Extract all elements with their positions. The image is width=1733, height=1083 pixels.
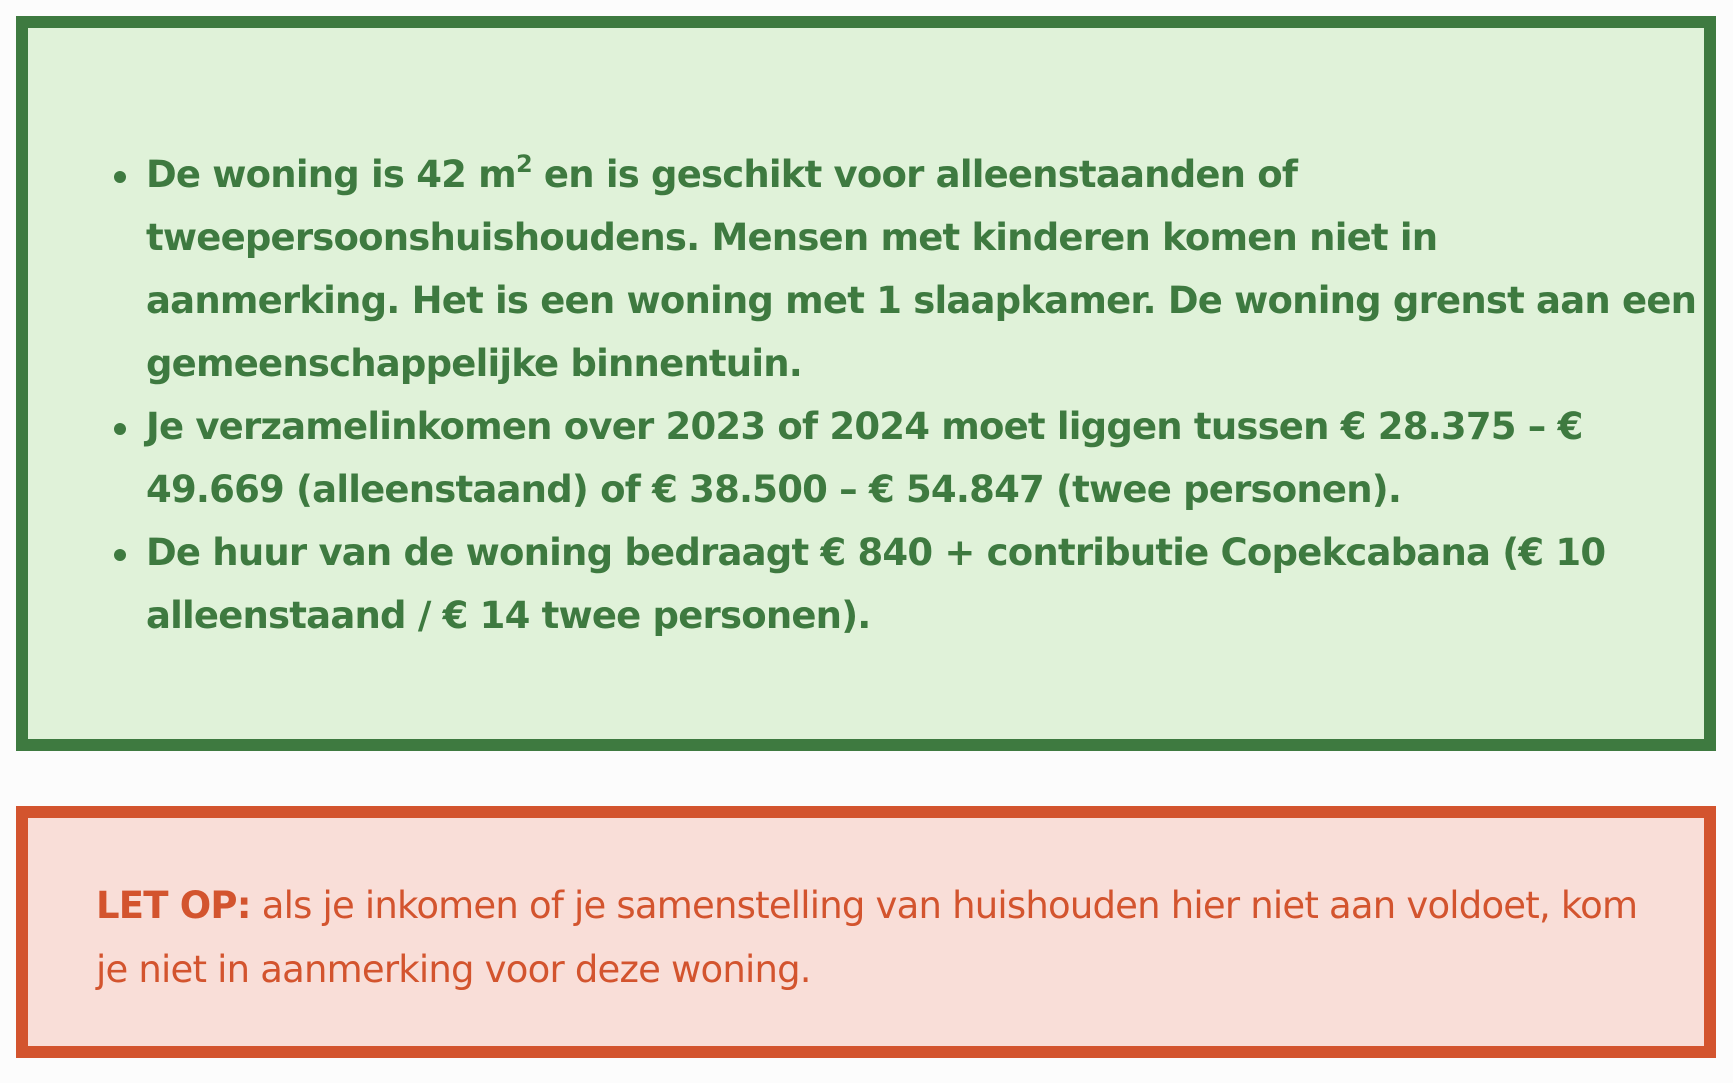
bullet-dot-icon (114, 549, 126, 561)
info-box (16, 16, 1716, 751)
warning-text: als je inkomen of je samenstelling van huishouden hier niet aan voldoet, kom je niet in aanmerking voor deze woning. (96, 884, 1638, 991)
warning-label: LET OP: (96, 884, 251, 927)
list-item-text-start: De woning is 42 m (146, 153, 516, 196)
list-item-text-end: en is geschikt voor alleenstaanden of tweepersoonshuishoudens. Mensen met kinderen komen niet in aanmerking. Het is een woning met 1 slaapkamer. De woning grenst aan een gemeenschappelijke binnentuin. (146, 153, 1697, 385)
list-item (146, 143, 1701, 395)
warning-notice (96, 874, 1656, 1002)
list-item (146, 395, 1701, 521)
list-item-text: Je verzamelinkomen over 2023 of 2024 moet liggen tussen € 28.375 – € 49.669 (alleenstaand) of € 38.500 – € 54.847 (twee personen). (146, 405, 1583, 511)
list-item-text: De huur van de woning bedraagt € 840 + contributie Copekcabana (€ 10 alleenstaand / € 14 twee personen). (146, 531, 1606, 637)
bullet-dot-icon (114, 171, 126, 183)
list-item (146, 521, 1701, 647)
warning-box (16, 806, 1716, 1058)
superscript-exponent: 2 (515, 149, 532, 178)
info-list (28, 143, 1701, 647)
bullet-dot-icon (114, 423, 126, 435)
